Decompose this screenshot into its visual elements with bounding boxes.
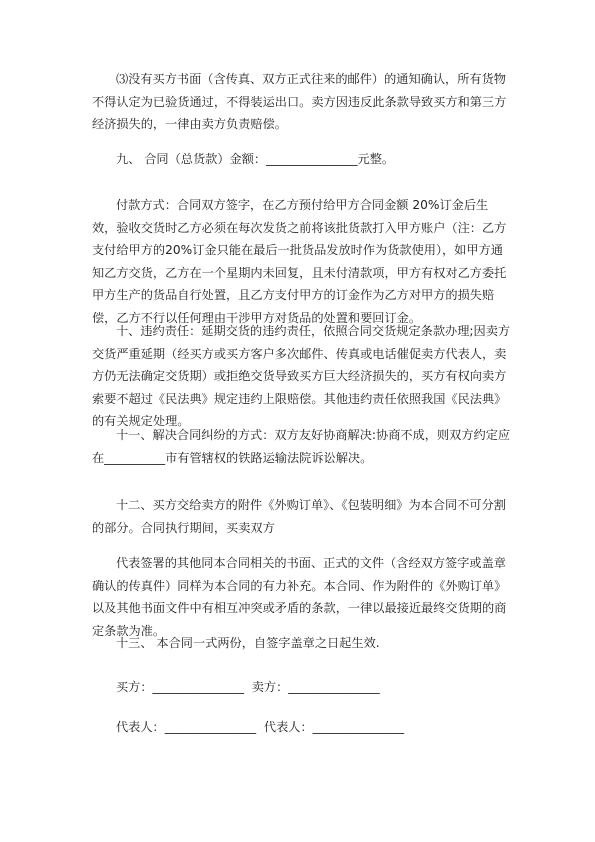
paragraph-payment-terms: 付款方式：合同双方签字，在乙方预付给甲方合同金额 20%订金后生效，验收交货时乙方必须在每次发货之前将该批货款打入甲方账户（注：乙方支付给甲方的20%订金只能在最后一批货品发放时作为货款使用），如甲方通知乙方交货，乙方在一个星期内未回复，且未付清款项，甲方有权对乙方委托甲方生产的货品自行处置，且乙方支付甲方的订金作为乙方对甲方的损失赔偿，乙方不行以任何理由干涉甲方对货品的处置和要回订金。: [92, 198, 507, 325]
paragraph-supplementary-documents: 代表签署的其他同本合同相关的书面、正式的文件（含经双方签字或盖章确认的传真件）同样为本合同的有力补充。本合同、作为附件的《外购订单》以及其他书面文件中有相互冲突或矛盾的条款，一律以最接近最终交货期的商定条款为准。: [92, 556, 507, 638]
paragraph-attachments: 十二、买方交给卖方的附件《外购订单》、《包装明细》为本合同不可分割的部分。合同执行期间，买卖双方: [92, 498, 506, 535]
paragraph-breach-liability: 十、违约责任：延期交货的违约责任，依照合同交货规定条款办理;因卖方交货严重延期（经买方或买方客户多次邮件、传真或电话催促卖方代表人，卖方仍无法确定交货期）或拒绝交货导致买方巨大经济损失的，买方有权向卖方索要不超过《民法典》规定违约上限赔偿。其他违约责任依照我国《民法典》的有关规定处理。: [92, 324, 511, 428]
paragraph-effective-clause: 十三、 本合同一式两份，自签字盖章之日起生效.: [116, 636, 380, 650]
paragraph-inspection-clause: ⑶没有买方书面（含传真、双方正式往来的邮件）的通知确认，所有货物不得认定为已验货通过，不得装运出口。卖方因违反此条款导致买方和第三方经济损失的，一律由卖方负责赔偿。: [92, 72, 507, 131]
paragraph-dispute-resolution: 十一、解决合同纠纷的方式：双方友好协商解决:协商不成，则双方约定应在__________市有管辖权的铁路运输法院诉讼解决。: [92, 428, 511, 465]
paragraph-contract-amount: 九、 合同（总货款）金额：_______________元整。: [116, 152, 395, 166]
signature-row-representatives: 代表人：_______________ 代表人：_______________: [116, 720, 405, 734]
signature-row-parties: 买方：_______________ 卖方：_______________: [116, 680, 380, 694]
